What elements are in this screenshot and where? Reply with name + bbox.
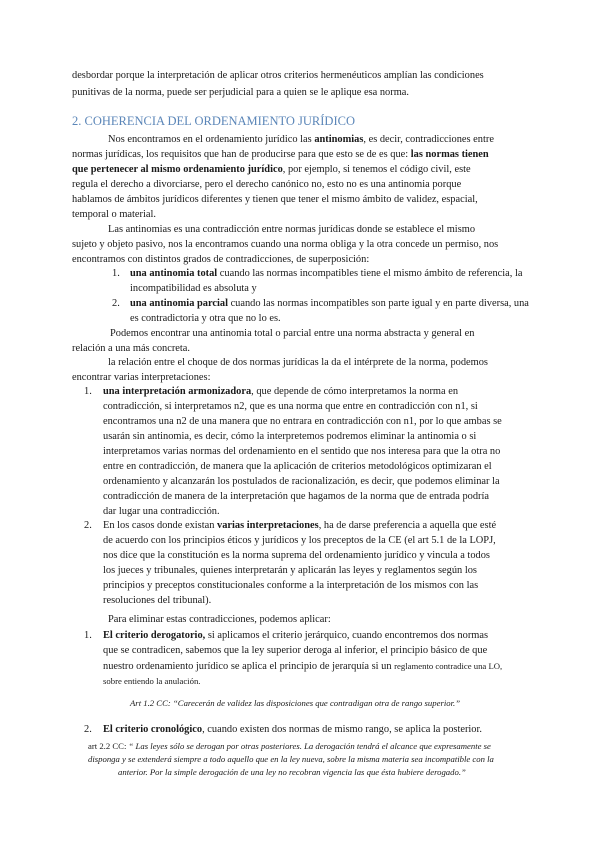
crit2-quote-line-2: disponga y se extenderá siempre a todo aquello que en la ley nueva, sobre la misma materia sea incompatible con la bbox=[88, 754, 494, 764]
intro-line-2: punitivas de la norma, puede ser perjudicial para a quien se le aplique esa norma. bbox=[72, 87, 409, 98]
term: una interpretación armonizadora bbox=[103, 386, 252, 397]
interp1-line: contradicción de manera de la interpretación que hagamos de la norma que de entrada podría bbox=[103, 491, 490, 502]
text: normas jurídicas, los requisitos que han de producirse para que esto se de es que: bbox=[72, 149, 411, 160]
term: una antinomia total bbox=[130, 268, 218, 279]
text: , por ejemplo, si tenemos el código civil, este bbox=[282, 164, 471, 175]
p2-line-3: encontramos con distintos grados de contradicciones, de superposición: bbox=[72, 254, 370, 265]
p1-line-6: temporal o material. bbox=[72, 209, 156, 220]
p2-line-1: Las antinomias es una contradicción entre normas jurídicas donde se establece el mismo bbox=[108, 224, 476, 235]
text: cuando las normas incompatibles son parte igual y en parte diversa, una bbox=[227, 298, 529, 309]
interp2-line: los jueces y tribunales, quienes interpretarán y aplicarán las leyes y reglamentos según los bbox=[103, 565, 477, 576]
text: Nos encontramos en el ordenamiento jurídico las bbox=[108, 134, 315, 145]
crit2-quote-line-3: anterior. Por la simple derogación de una ley no recobran vigencia las que ésta hubiere derogado.” bbox=[118, 767, 466, 777]
section-heading: 2. COHERENCIA DEL ORDENAMIENTO JURÍDICO bbox=[72, 114, 355, 128]
bold-text: que pertenecer al mismo ordenamiento jurídico bbox=[72, 164, 283, 175]
degree-total-line-1 bbox=[130, 268, 522, 280]
small-text: reglamento contradice una LO, bbox=[394, 661, 503, 671]
text: si aplicamos el criterio jerárquico, cuando encontremos dos normas bbox=[205, 630, 489, 641]
crit1-line-2: que se contradicen, sabemos que la ley superior deroga al inferior, el principio básico de que bbox=[103, 645, 488, 656]
text: cuando las normas incompatibles tiene el mismo ámbito de referencia, la bbox=[217, 268, 523, 279]
interp2-line: nos dice que la constitución es la norma suprema del ordenamiento jurídico y vincula a todos bbox=[103, 550, 490, 561]
interp1-line: encontramos una n2 de una manera que no entrara en contradicción con n1, por lo que ambas se bbox=[103, 416, 502, 427]
p1-line-4: regula el derecho a divorciarse, pero el derecho canónico no, esto no es una antinomia porque bbox=[72, 179, 462, 190]
term: El criterio cronológico bbox=[103, 724, 203, 735]
crit2-quote-line-1 bbox=[88, 740, 491, 752]
p3-line-2: relación a una más concreta. bbox=[72, 343, 190, 354]
p1-line-2 bbox=[72, 149, 489, 161]
text: nuestro ordenamiento jurídico se aplica el principio de jerarquía si un bbox=[103, 661, 395, 672]
list-number: 2. bbox=[84, 520, 92, 531]
crit1-line-4: sobre entiendo la anulación. bbox=[103, 676, 201, 686]
degree-total-line-2: incompatibilidad es absoluta y bbox=[130, 283, 257, 294]
interp1-line: entre en contradicción, de manera que la aplicación de criterios metodológicos optimizaran el bbox=[103, 461, 492, 472]
interp1-line-1 bbox=[103, 386, 458, 398]
list-number: 1. bbox=[84, 630, 92, 641]
degree-partial-line-1 bbox=[130, 298, 529, 310]
intro-line-1: desbordar porque la interpretación de aplicar otros criterios hermenéuticos amplían las condiciones bbox=[72, 70, 484, 81]
p1-line-3 bbox=[72, 164, 471, 176]
p1-line-1 bbox=[108, 134, 494, 146]
crit2-line-1 bbox=[103, 724, 482, 736]
interp1-line: interpretamos varias normas del ordenamiento en el sentido que nos interesa para que la otra no bbox=[103, 446, 501, 457]
list-number: 1. bbox=[84, 386, 92, 397]
p1-line-5: hablamos de ámbitos jurídicos diferentes y tienen que tener el mismo ámbito de validez, espacial, bbox=[72, 194, 478, 205]
term: El criterio derogatorio, bbox=[103, 630, 206, 641]
interp2-line: resoluciones del tribunal). bbox=[103, 595, 212, 606]
interp2-line: de acuerdo con los principios éticos y jurídicos y los preceptos de la CE (el art 5.1 de la LOPJ, bbox=[103, 535, 496, 546]
text: En los casos donde existan bbox=[103, 520, 217, 531]
list-number: 2. bbox=[84, 724, 92, 735]
crit1-line-3 bbox=[103, 660, 502, 673]
term-antinomias: antinomias bbox=[314, 134, 364, 145]
text: art 2.2 CC: bbox=[88, 741, 129, 751]
interp1-line: ordenamiento y alcanzarán los postulados de racionalización, es decir, que podemos eliminar la bbox=[103, 476, 500, 487]
crit1-line-1 bbox=[103, 630, 488, 642]
bold-text: las normas tienen bbox=[410, 149, 489, 160]
p4-line-2: encontrar varias interpretaciones: bbox=[72, 372, 211, 383]
crit1-quote: Art 1.2 CC: “Carecerán de validez las disposiciones que contradigan otra de rango superior.” bbox=[130, 698, 461, 708]
interp2-line-1 bbox=[103, 520, 496, 532]
p4-line-1: la relación entre el choque de dos normas jurídicas la da el intérprete de la norma, podemos bbox=[108, 357, 488, 368]
quote-text: “ Las leyes sólo se derogan por otras posteriores. La derogación tendrá el alcance que expresamente se bbox=[128, 741, 491, 751]
text: , que depende de cómo interpretamos la norma en bbox=[251, 386, 459, 397]
text: , ha de darse preferencia a aquella que esté bbox=[318, 520, 497, 531]
p3-line-1: Podemos encontrar una antinomia total o parcial entre una norma abstracta y general en bbox=[110, 328, 475, 339]
p5-line-1: Para eliminar estas contradicciones, podemos aplicar: bbox=[108, 614, 331, 625]
text: , es decir, contradicciones entre bbox=[363, 134, 494, 145]
list-number: 1. bbox=[112, 268, 120, 279]
p2-line-2: sujeto y objeto pasivo, nos la encontramos cuando una norma obliga y la otra concede un permiso, nos bbox=[72, 239, 499, 250]
text: , cuando existen dos normas de mismo rango, se aplica la posterior. bbox=[202, 724, 482, 735]
interp1-line: dar lugar una contradicción. bbox=[103, 506, 220, 517]
term: una antinomia parcial bbox=[130, 298, 228, 309]
degree-partial-line-2: es contradictoria y otra que no lo es. bbox=[130, 313, 281, 324]
list-number: 2. bbox=[112, 298, 120, 309]
interp1-line: usarán sin antinomia, es decir, cómo la interpretemos podremos eliminar la antinomia o si bbox=[103, 431, 477, 442]
term: varias interpretaciones bbox=[217, 520, 319, 531]
interp2-line: principios y preceptos constitucionales conforme a la interpretación de los mismos con las bbox=[103, 580, 479, 591]
interp1-line: contradicción, si interpretamos n2, que es una norma que entre en contradicción con n1, si bbox=[103, 401, 478, 412]
